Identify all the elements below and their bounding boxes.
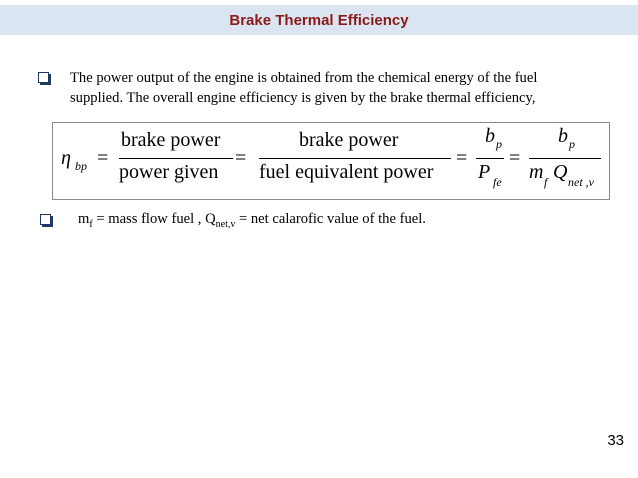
fraction3-denominator-subscript: fe [493,175,502,189]
fraction3-numerator: b [485,125,495,147]
fraction4-bar [529,158,601,159]
eta-symbol: η [61,147,71,169]
fraction2-bar [259,158,451,159]
variable-note [78,211,426,230]
note-m-subscript: f [89,218,93,230]
fraction3-denominator: P [478,161,491,183]
equals-sign-4: = [509,147,521,169]
fraction2-denominator: fuel equivalent power [259,161,434,183]
slide-title: Brake Thermal Efficiency [229,11,409,29]
fraction1-bar [119,158,233,159]
note-m-symbol: m [78,211,90,227]
efficiency-formula [52,122,610,200]
note-m-text: = mass flow fuel , Q [92,211,216,227]
equals-sign-1: = [97,147,109,169]
fraction4-denominator-m: m [529,161,544,183]
fraction4-numerator-subscript: p [569,137,575,151]
note-q-subscript: net,v [215,218,236,230]
fraction2-numerator: brake power [299,129,399,151]
fraction3-numerator-subscript: p [496,137,502,151]
fraction1-denominator: power given [119,161,219,183]
fraction4-denominator-q-subscript: net ,v [568,175,594,189]
equals-sign-3: = [456,147,468,169]
equals-sign-2: = [235,147,247,169]
bullet-icon [38,72,49,83]
page-number: 33 [607,432,624,449]
bullet-icon [40,214,51,225]
fraction1-numerator: brake power [121,129,221,151]
eta-subscript: bp [75,159,87,173]
fraction4-denominator-q: Q [553,161,568,183]
fraction4-denominator-m-subscript: f [544,175,548,189]
intro-paragraph: The power output of the engine is obtained from the chemical energy of the fuel supplied. The overall engine efficiency is given by the brake thermal efficiency, [70,70,538,106]
fraction3-bar [476,158,504,159]
title-bar [0,5,638,35]
fraction4-numerator: b [558,125,568,147]
note-q-text: = net calarofic value of the fuel. [235,211,426,227]
